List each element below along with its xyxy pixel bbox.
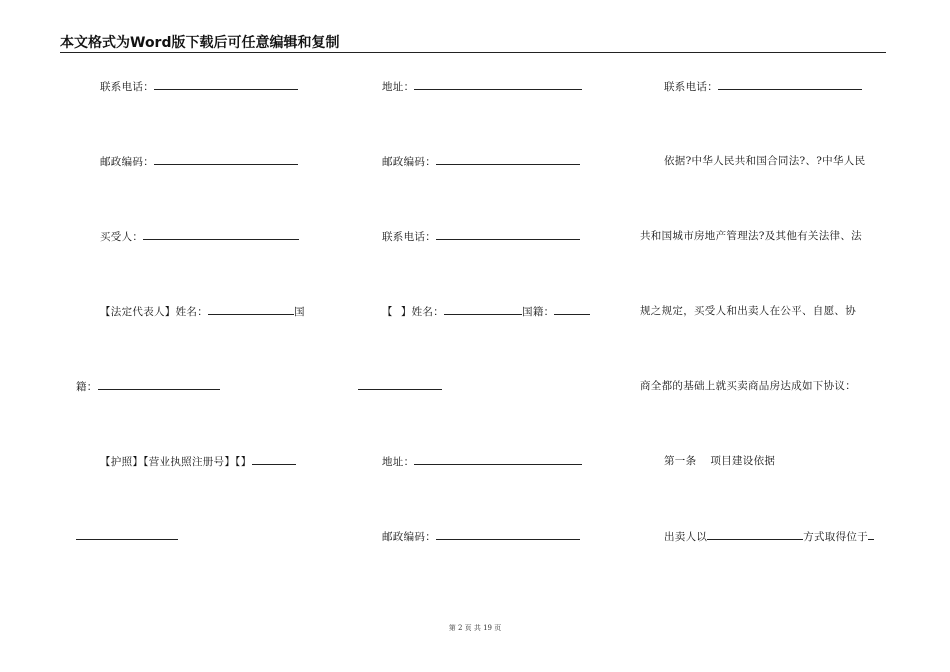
- acquire-method-blank[interactable]: [707, 530, 803, 540]
- seller-postcode-blank[interactable]: [154, 155, 298, 165]
- nationality-blank[interactable]: [98, 380, 220, 390]
- header-divider: [60, 52, 886, 53]
- agent-nationality-blank-2[interactable]: [358, 380, 442, 390]
- seller-acquire-suffix: 方式取得位于: [803, 531, 869, 543]
- article-1-heading: [664, 455, 775, 467]
- nationality-label: 籍：: [76, 381, 98, 393]
- postcode-label: 邮政编码：: [382, 156, 436, 168]
- address2-label: 地址：: [382, 456, 415, 468]
- agent-nationality-label: 国籍：: [522, 306, 555, 318]
- basis-paragraph-line-4: 商全都的基础上就买卖商品房达成如下协议：: [640, 380, 856, 392]
- seller-acquire-prefix: 出卖人以: [664, 531, 708, 543]
- seller-phone-line: [100, 80, 298, 93]
- agent-line: [382, 305, 590, 318]
- nationality-head: 国: [294, 306, 305, 318]
- agent-name-label: 】姓名：: [400, 306, 445, 318]
- postcode-blank[interactable]: [436, 155, 580, 165]
- id-number-blank-2[interactable]: [76, 530, 178, 540]
- postcode2-blank[interactable]: [436, 530, 580, 540]
- postcode2-label: 邮政编码：: [382, 531, 436, 543]
- location-blank[interactable]: [868, 530, 874, 540]
- agent-bracket-open: 【: [382, 306, 393, 318]
- buyer-blank[interactable]: [143, 230, 299, 240]
- article-title: 项目建设依据: [710, 455, 776, 467]
- id-number-blank[interactable]: [252, 455, 296, 465]
- address-blank[interactable]: [414, 80, 582, 90]
- phone-label: 联系电话：: [382, 231, 436, 243]
- id-number-continuation: [76, 530, 178, 543]
- col3-phone-blank[interactable]: [718, 80, 862, 90]
- address-label: 地址：: [382, 81, 415, 93]
- legal-rep-name-blank[interactable]: [208, 305, 294, 315]
- agent-name-blank[interactable]: [444, 305, 522, 315]
- seller-postcode-label: 邮政编码：: [100, 156, 154, 168]
- col3-phone-line: [664, 80, 862, 93]
- phone-blank[interactable]: [436, 230, 580, 240]
- basis-paragraph-line-2: 共和国城市房地产管理法?及其他有关法律、法: [640, 230, 862, 242]
- buyer-label: 买受人：: [100, 231, 144, 243]
- page-footer: 第 2 页 共 19 页: [448, 624, 502, 632]
- nationality-line: [76, 380, 220, 393]
- basis-paragraph-line-1: 依据?中华人民共和国合同法?、?中华人民: [664, 155, 866, 167]
- address-line: [382, 80, 582, 93]
- id-type-label: 【护照】【营业执照注册号】【】: [100, 456, 252, 468]
- seller-phone-label: 联系电话：: [100, 81, 154, 93]
- agent-continuation: [358, 380, 442, 393]
- buyer-line: [100, 230, 299, 243]
- legal-rep-label: 【法定代表人】姓名：: [100, 306, 208, 318]
- basis-paragraph-line-3: 规之规定，买受人和出卖人在公平、自愿、协: [640, 305, 856, 317]
- postcode-line: [382, 155, 580, 168]
- agent-nationality-blank[interactable]: [554, 305, 590, 315]
- article-number: 第一条: [664, 455, 697, 467]
- col3-phone-label: 联系电话：: [664, 81, 718, 93]
- seller-phone-blank[interactable]: [154, 80, 298, 90]
- seller-postcode-line: [100, 155, 298, 168]
- document-header-title: 本文格式为Word版下载后可任意编辑和复制: [60, 35, 340, 51]
- id-type-line: [100, 455, 296, 468]
- phone-line: [382, 230, 580, 243]
- legal-rep-line: [100, 305, 305, 318]
- address2-blank[interactable]: [414, 455, 582, 465]
- postcode2-line: [382, 530, 580, 543]
- address2-line: [382, 455, 582, 468]
- seller-acquire-line: [664, 530, 874, 543]
